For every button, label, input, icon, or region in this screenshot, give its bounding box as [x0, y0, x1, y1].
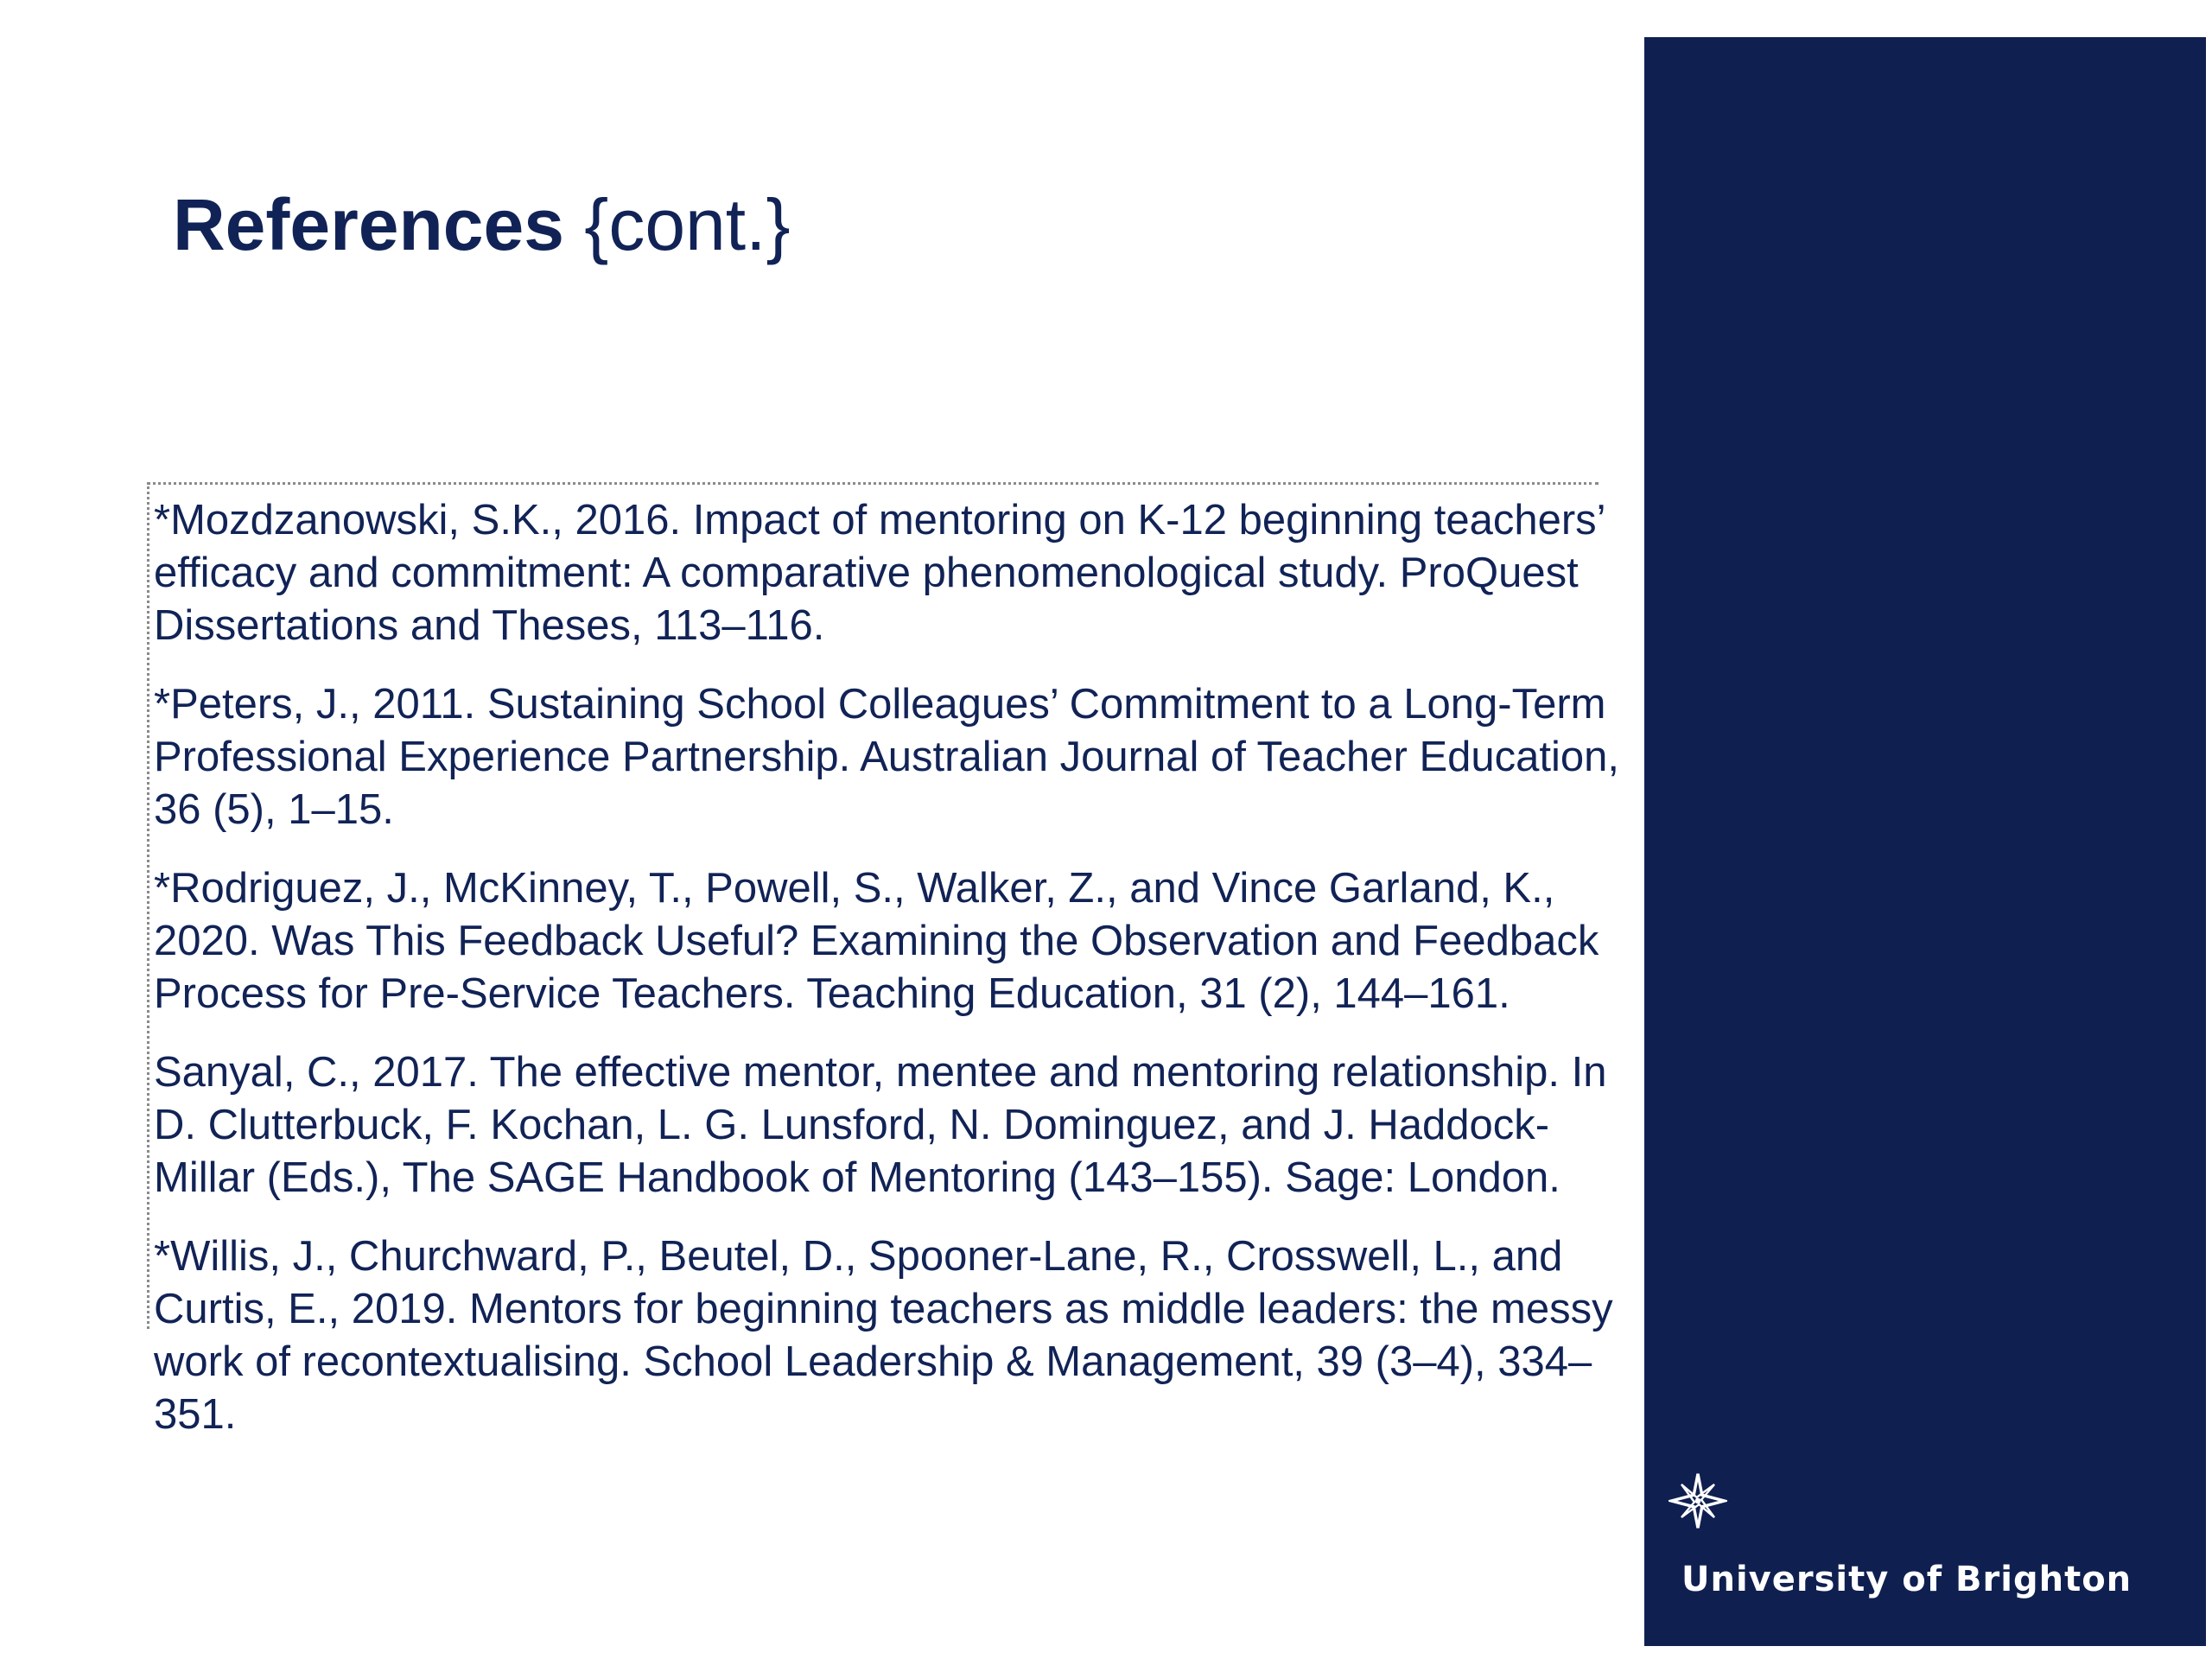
title-suffix: {cont.}	[563, 184, 791, 265]
reference-item: Sanyal, C., 2017. The effective mentor, mentee and mentoring relationship. In D. Clutterbuck, F. Kochan, L. G. Lunsford, N. Dominguez, and J. Haddock-Millar (Eds.), The SAGE Handbook of Mentoring (143–155). Sage: London.	[154, 1049, 1607, 1201]
brand-panel	[1644, 37, 2206, 1646]
slide-title	[173, 181, 791, 269]
reference-item: *Mozdzanowski, S.K., 2016. Impact of mentoring on K-12 beginning teachers’ efficacy and commitment: A comparative phenomenological study. ProQuest Dissertations and Theses, 113–116.	[154, 497, 1605, 649]
reference-item: *Peters, J., 2011. Sustaining School Colleagues’ Commitment to a Long-Term Professional Experience Partnership. Australian Journal of Teacher Education, 36 (5), 1–15.	[154, 681, 1620, 833]
reference-item: *Rodriguez, J., McKinney, T., Powell, S., Walker, Z., and Vince Garland, K., 2020. Was This Feedback Useful? Examining the Observation and Feedback Process for Pre-Service Teachers. Teaching Education, 31 (2), 144–161.	[154, 865, 1599, 1017]
references-list	[154, 494, 1640, 1467]
university-name: University of Brighton	[1681, 1560, 2133, 1599]
compass-star-icon	[1669, 1471, 1727, 1530]
title-main: References	[173, 184, 564, 265]
reference-item: *Willis, J., Churchward, P., Beutel, D., Spooner-Lane, R., Crosswell, L., and Curtis, E., 2019. Mentors for beginning teachers as middle leaders: the messy work of recontextualising. School Leadership & Management, 39 (3–4), 334–351.	[154, 1233, 1613, 1438]
